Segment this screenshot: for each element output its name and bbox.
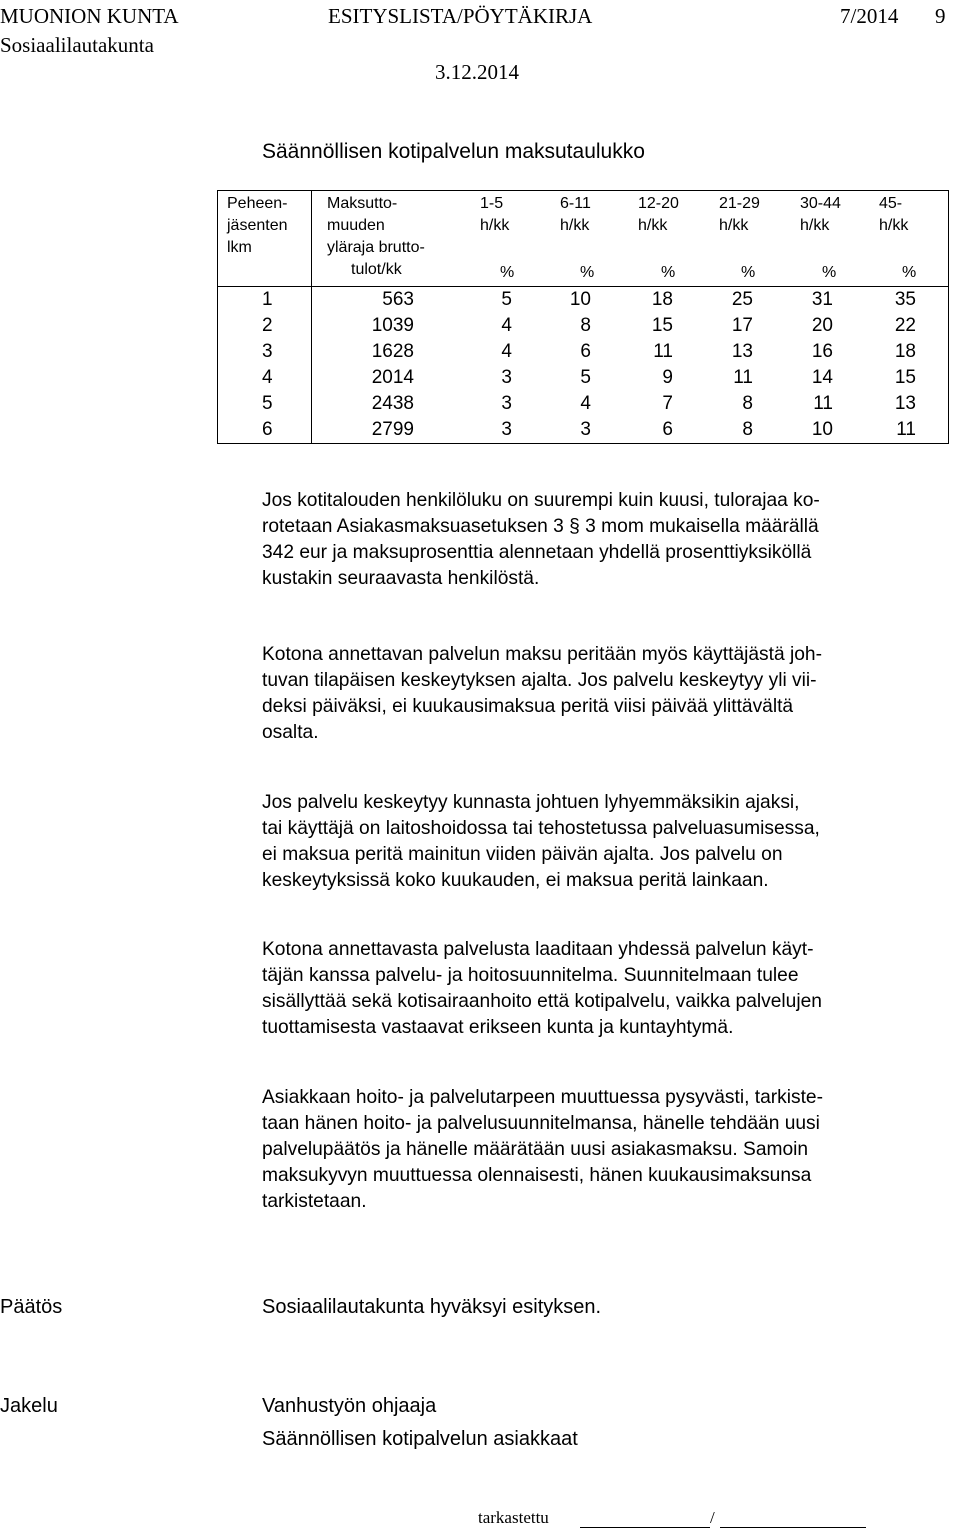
cell-percentage: 4 xyxy=(501,341,512,362)
header-band xyxy=(560,193,591,237)
header-band xyxy=(638,193,679,237)
header-household-size xyxy=(227,193,288,259)
cell-household-size: 3 xyxy=(262,341,273,362)
cell-percentage: 3 xyxy=(501,367,512,388)
cell-income-limit: 1039 xyxy=(371,315,414,336)
cell-percentage: 4 xyxy=(580,393,591,414)
distribution-recipient: Vanhustyön ohjaaja xyxy=(262,1395,437,1417)
header-line: yläraja brutto- xyxy=(327,239,425,256)
header-band xyxy=(800,193,841,237)
band-unit: h/kk xyxy=(480,217,510,234)
band-range: 21-29 xyxy=(719,195,760,212)
checked-label: tarkastettu xyxy=(478,1508,549,1527)
band-range: 45- xyxy=(879,195,903,212)
header-income-limit xyxy=(327,193,425,281)
percent-unit: % xyxy=(580,264,595,281)
cell-percentage: 18 xyxy=(651,289,673,310)
page-title: Säännöllisen kotipalvelun maksutaulukko xyxy=(262,140,645,163)
cell-percentage: 20 xyxy=(811,315,833,336)
cell-percentage: 11 xyxy=(813,393,833,414)
band-unit: h/kk xyxy=(800,217,830,234)
header-line: muuden xyxy=(327,217,385,234)
cell-income-limit: 2438 xyxy=(371,393,414,414)
cell-household-size: 1 xyxy=(262,289,273,310)
cell-percentage: 6 xyxy=(662,419,673,440)
cell-income-limit: 1628 xyxy=(371,341,414,362)
cell-percentage: 8 xyxy=(580,315,591,336)
cell-percentage: 3 xyxy=(580,419,591,440)
band-range: 1-5 xyxy=(480,195,504,212)
header-band xyxy=(879,193,908,237)
band-range: 30-44 xyxy=(800,195,841,212)
cell-percentage: 7 xyxy=(662,393,673,414)
cell-percentage: 11 xyxy=(653,341,673,362)
signature-line xyxy=(580,1527,710,1528)
cell-household-size: 4 xyxy=(262,367,273,388)
meeting-date: 3.12.2014 xyxy=(435,60,519,84)
header-line: lkm xyxy=(227,239,252,256)
header-line: Peheen- xyxy=(227,195,288,212)
header-line: tulot/kk xyxy=(351,261,402,278)
page-number: 9 xyxy=(935,4,946,28)
signature-line xyxy=(720,1527,866,1528)
cell-household-size: 5 xyxy=(262,393,273,414)
paragraph: Asiakkaan hoito- ja palvelutarpeen muuttuessa pysyvästi, tarkiste- taan hänen hoito- ja palvelusuunnitelmansa, hänelle tehdään uusi palvelupäätös ja hänelle määrätään uusi asiakasmaksu. Samoin maksukyvyn muuttuessa olennaisesti, hänen kuukausimaksunsa tarkistetaan. xyxy=(262,1087,823,1212)
paragraph: Jos kotitalouden henkilöluku on suurempi kuin kuusi, tulorajaa ko- rotetaan Asiakasmaksuasetuksen 3 § 3 mom mukaisella määrällä 342 eur ja maksuprosenttia alennetaan yhdellä prosenttiyksiköllä kustakin seuraavasta henkilöstä. xyxy=(262,490,820,589)
percent-unit: % xyxy=(500,264,515,281)
band-unit: h/kk xyxy=(560,217,590,234)
fee-table xyxy=(217,190,949,444)
cell-percentage: 11 xyxy=(896,419,916,440)
cell-percentage: 5 xyxy=(580,367,591,388)
cell-percentage: 16 xyxy=(811,341,833,362)
header-band xyxy=(480,193,509,237)
header-band xyxy=(719,193,760,237)
header-line: jäsenten xyxy=(227,217,288,234)
cell-income-limit: 563 xyxy=(382,289,414,310)
band-unit: h/kk xyxy=(638,217,668,234)
committee-name: Sosiaalilautakunta xyxy=(0,33,154,57)
cell-percentage: 11 xyxy=(733,367,753,388)
signature-separator: / xyxy=(710,1508,715,1527)
percent-unit: % xyxy=(661,264,676,281)
cell-percentage: 18 xyxy=(894,341,916,362)
cell-percentage: 4 xyxy=(501,315,512,336)
percent-unit: % xyxy=(822,264,837,281)
percent-unit: % xyxy=(741,264,756,281)
percent-unit: % xyxy=(902,264,917,281)
cell-percentage: 10 xyxy=(811,419,833,440)
decision-text: Sosiaalilautakunta hyväksyi esityksen. xyxy=(262,1296,602,1318)
cell-percentage: 10 xyxy=(569,289,591,310)
cell-percentage: 6 xyxy=(580,341,591,362)
cell-percentage: 14 xyxy=(811,367,833,388)
cell-percentage: 3 xyxy=(501,393,512,414)
cell-income-limit: 2799 xyxy=(371,419,414,440)
distribution-recipient: Säännöllisen kotipalvelun asiakkaat xyxy=(262,1428,578,1450)
cell-percentage: 15 xyxy=(894,367,916,388)
decision-label: Päätös xyxy=(0,1296,63,1318)
cell-percentage: 3 xyxy=(501,419,512,440)
cell-household-size: 6 xyxy=(262,419,273,440)
cell-percentage: 13 xyxy=(731,341,753,362)
cell-percentage: 25 xyxy=(731,289,753,310)
cell-percentage: 9 xyxy=(662,367,673,388)
cell-household-size: 2 xyxy=(262,315,273,336)
paragraph: Kotona annettavasta palvelusta laaditaan yhdessä palvelun käyt- täjän kanssa palvelu- ja hoitosuunnitelma. Suunnitelmaan tulee sisällyttää sekä kotisairaanhoito että kotipalvelu, vaikka palvelujen tuottamisesta vastaavat erikseen kunta ja kuntayhtymä. xyxy=(262,939,822,1038)
cell-percentage: 35 xyxy=(894,289,916,310)
cell-income-limit: 2014 xyxy=(371,367,414,388)
band-range: 12-20 xyxy=(638,195,679,212)
cell-percentage: 31 xyxy=(811,289,833,310)
band-unit: h/kk xyxy=(879,217,909,234)
cell-percentage: 8 xyxy=(742,393,753,414)
cell-percentage: 22 xyxy=(894,315,916,336)
org-name: MUONION KUNTA xyxy=(0,4,179,28)
document-type: ESITYSLISTA/PÖYTÄKIRJA xyxy=(328,4,593,28)
cell-percentage: 5 xyxy=(501,289,512,310)
issue-number: 7/2014 xyxy=(840,4,899,28)
cell-percentage: 8 xyxy=(742,419,753,440)
band-unit: h/kk xyxy=(719,217,749,234)
cell-percentage: 13 xyxy=(894,393,916,414)
header-line: Maksutto- xyxy=(327,195,398,212)
band-range: 6-11 xyxy=(560,195,591,212)
cell-percentage: 15 xyxy=(651,315,673,336)
table-divider xyxy=(311,191,312,443)
paragraph: Kotona annettavan palvelun maksu peritään myös käyttäjästä joh- tuvan tilapäisen keskeytyksen ajalta. Jos palvelu keskeytyy yli vii- deksi päiväksi, ei kuukausimaksua peritä viisi päivää ylittävältä osalta. xyxy=(262,644,822,743)
distribution-label: Jakelu xyxy=(0,1395,58,1417)
cell-percentage: 17 xyxy=(731,315,753,336)
paragraph: Jos palvelu keskeytyy kunnasta johtuen lyhyemmäksikin ajaksi, tai käyttäjä on laitoshoidossa tai tehostetussa palveluasumisessa, ei maksua peritä mainitun viiden päivän ajalta. Jos palvelu on keskeytyksissä koko kuukauden, ei maksua peritä lainkaan. xyxy=(262,792,820,891)
